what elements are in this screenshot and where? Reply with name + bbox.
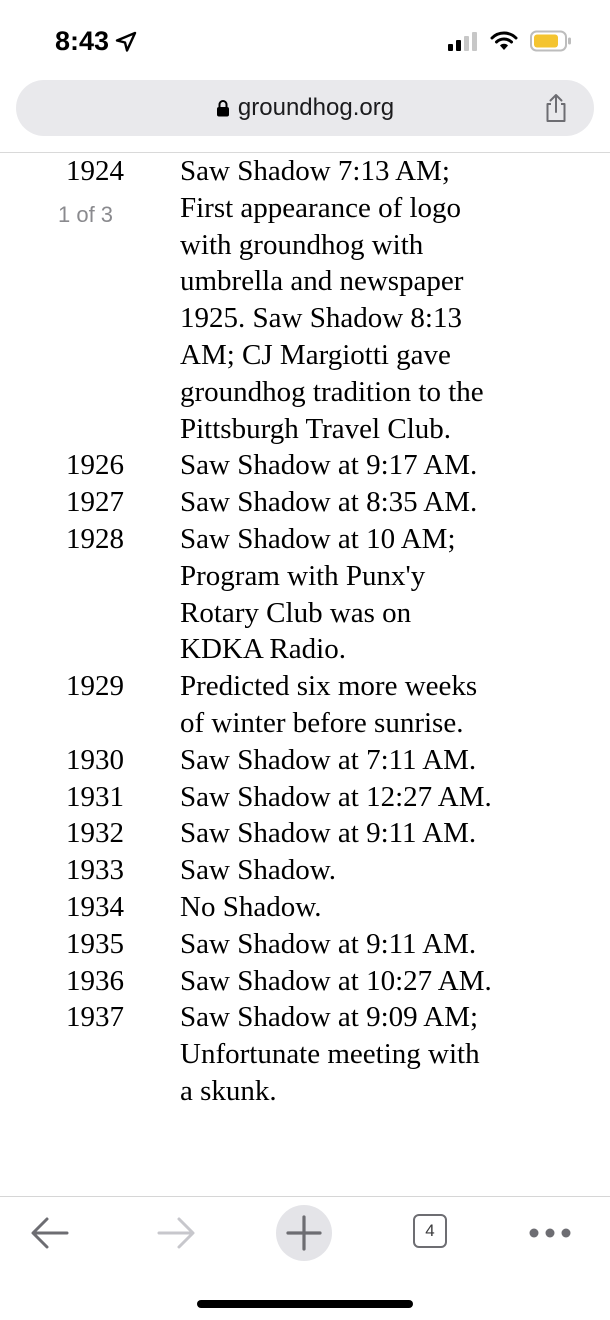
entry-year: 1927 xyxy=(66,486,124,519)
entry-text xyxy=(180,521,550,668)
entry-text xyxy=(180,779,550,816)
entry-line: 1925. Saw Shadow 8:13 xyxy=(180,302,462,335)
entry-line: Rotary Club was on xyxy=(180,596,412,629)
entry-row xyxy=(0,815,610,852)
entry-year: 1932 xyxy=(66,817,124,850)
entry-line: Saw Shadow at 10 AM; xyxy=(180,522,456,555)
entry-row xyxy=(0,521,610,668)
forward-button[interactable] xyxy=(146,1209,206,1257)
entry-text xyxy=(180,889,550,926)
entry-year: 1931 xyxy=(66,780,124,813)
entry-line: Program with Punx'y xyxy=(180,559,426,592)
entry-row xyxy=(0,484,610,521)
page-content xyxy=(0,153,610,1193)
entry-line: No Shadow. xyxy=(180,890,322,923)
back-arrow-icon xyxy=(29,1215,71,1251)
entry-text xyxy=(180,447,550,484)
entry-row xyxy=(0,779,610,816)
more-button[interactable] xyxy=(520,1209,580,1257)
entry-line: AM; CJ Margiotti gave xyxy=(180,338,451,371)
entry-line: Predicted six more weeks xyxy=(180,670,478,703)
entry-row xyxy=(0,889,610,926)
battery-icon xyxy=(530,30,572,52)
entry-line: Saw Shadow at 9:11 AM. xyxy=(180,817,477,850)
entry-line: groundhog tradition to the xyxy=(180,375,484,408)
new-tab-icon xyxy=(285,1214,323,1252)
entry-text xyxy=(180,999,550,1109)
entries-list xyxy=(0,153,610,1110)
tabs-button[interactable] xyxy=(413,1214,447,1248)
entry-year: 1929 xyxy=(66,670,124,703)
entry-row xyxy=(0,963,610,1000)
location-arrow-icon xyxy=(115,31,137,53)
entry-row xyxy=(0,742,610,779)
entry-row xyxy=(0,852,610,889)
address-center xyxy=(16,80,594,136)
wifi-icon xyxy=(490,31,518,51)
status-bar xyxy=(0,0,610,80)
entry-line: Saw Shadow at 9:09 AM; xyxy=(180,1001,479,1034)
entry-line: Saw Shadow at 10:27 AM. xyxy=(180,964,492,997)
more-icon xyxy=(528,1227,572,1239)
entry-text xyxy=(180,742,550,779)
entry-line: Saw Shadow at 7:11 AM. xyxy=(180,743,477,776)
entry-line: Pittsburgh Travel Club. xyxy=(180,412,451,445)
entry-row xyxy=(0,999,610,1109)
entry-year: 1930 xyxy=(66,743,124,776)
entry-year: 1928 xyxy=(66,522,124,555)
entry-line: of winter before sunrise. xyxy=(180,706,464,739)
entry-line: Saw Shadow 7:13 AM; xyxy=(180,155,450,187)
status-time-group xyxy=(55,26,137,57)
tab-count: 4 xyxy=(425,1221,435,1240)
status-icons xyxy=(448,30,572,52)
entry-year: 1935 xyxy=(66,927,124,960)
entry-row xyxy=(0,926,610,963)
entry-text xyxy=(180,484,550,521)
share-icon[interactable] xyxy=(540,92,572,124)
entry-year: 1926 xyxy=(66,449,124,482)
entry-line: with groundhog with xyxy=(180,228,424,261)
entry-text xyxy=(180,815,550,852)
entry-year: 1924 xyxy=(66,155,124,187)
url-text[interactable]: groundhog.org xyxy=(237,94,395,121)
entry-row xyxy=(0,668,610,742)
entry-line: Saw Shadow at 9:11 AM. xyxy=(180,927,477,960)
lock-icon xyxy=(216,99,230,117)
entry-year: 1937 xyxy=(66,1001,124,1034)
entry-line: Unfortunate meeting with xyxy=(180,1038,480,1071)
home-indicator[interactable] xyxy=(197,1300,413,1308)
entry-year: 1934 xyxy=(66,890,124,923)
forward-arrow-icon xyxy=(155,1215,197,1251)
entry-text xyxy=(180,926,550,963)
address-bar[interactable] xyxy=(16,80,594,136)
entry-year: 1936 xyxy=(66,964,124,997)
entry-line: a skunk. xyxy=(180,1074,277,1107)
entry-text xyxy=(180,668,550,742)
signal-icon xyxy=(448,31,478,51)
entry-line: umbrella and newspaper xyxy=(180,265,464,298)
entry-line: KDKA Radio. xyxy=(180,633,346,666)
entry-line: Saw Shadow. xyxy=(180,854,337,887)
entry-line: First appearance of logo xyxy=(180,191,462,224)
back-button[interactable] xyxy=(20,1209,80,1257)
entry-row xyxy=(0,447,610,484)
entry-year: 1933 xyxy=(66,854,124,887)
page-indicator: 1 of 3 xyxy=(58,202,114,227)
entry-line: Saw Shadow at 12:27 AM. xyxy=(180,780,492,813)
entry-text xyxy=(180,153,550,447)
new-tab-button[interactable] xyxy=(276,1205,332,1261)
status-time: 8:43 xyxy=(55,26,110,56)
entry-text xyxy=(180,852,550,889)
entry-text xyxy=(180,963,550,1000)
entry-line: Saw Shadow at 8:35 AM. xyxy=(180,486,478,519)
entry-line: Saw Shadow at 9:17 AM. xyxy=(180,449,478,482)
